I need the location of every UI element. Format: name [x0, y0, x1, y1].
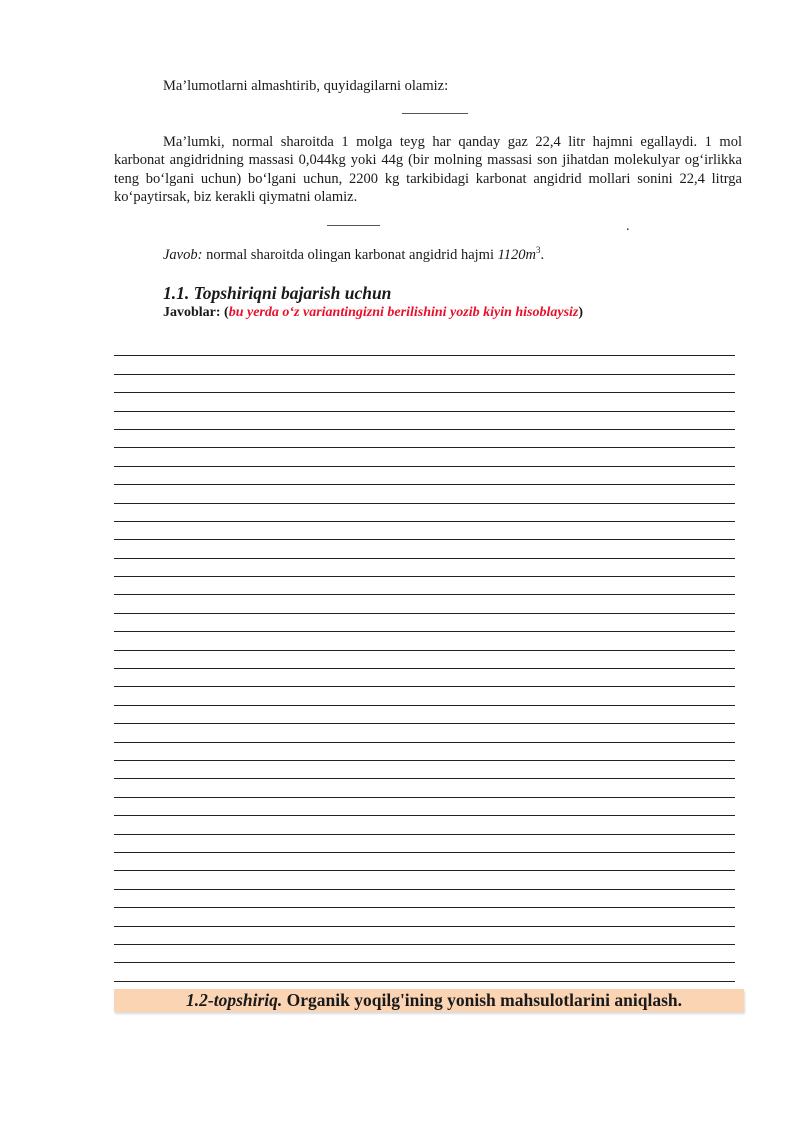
answer-line[interactable] — [114, 540, 735, 558]
answers-close: ) — [578, 305, 584, 320]
answer-line[interactable] — [114, 467, 735, 485]
next-task-label: 1.2-topshiriq. — [186, 990, 283, 1010]
answer-line[interactable] — [114, 412, 735, 430]
answer-line[interactable] — [114, 835, 735, 853]
answer-line[interactable] — [114, 779, 735, 797]
answer-line[interactable] — [114, 651, 735, 669]
answer-lines-area — [114, 338, 735, 982]
formula-end-dot: . — [626, 219, 630, 234]
answer-line[interactable] — [114, 871, 735, 889]
answer-line[interactable] — [114, 559, 735, 577]
section-title: 1.1. Topshiriqni bajarish uchun — [163, 283, 392, 303]
answer-line[interactable] — [114, 614, 735, 632]
formula-placeholder-1 — [402, 113, 468, 114]
next-task-banner — [114, 989, 744, 1012]
answer-line[interactable] — [114, 890, 735, 908]
answer-line[interactable] — [114, 908, 735, 926]
answer-line — [163, 246, 544, 264]
answer-line[interactable] — [114, 798, 735, 816]
formula-placeholder-2 — [327, 225, 380, 226]
answer-exponent: 3 — [536, 245, 541, 256]
answer-line[interactable] — [114, 356, 735, 374]
next-task-text: Organik yoqilg'ining yonish mahsulotlarini aniqlash. — [282, 990, 682, 1010]
answer-line[interactable] — [114, 430, 735, 448]
answer-line[interactable] — [114, 338, 735, 356]
answer-line[interactable] — [114, 485, 735, 503]
answer-line[interactable] — [114, 522, 735, 540]
answer-line[interactable] — [114, 504, 735, 522]
answers-instruction — [163, 305, 583, 321]
answer-line[interactable] — [114, 816, 735, 834]
answers-label: Javoblar: ( — [163, 305, 229, 320]
intro-line: Ma’lumotlarni almashtirib, quyidagilarni olamiz: — [163, 78, 449, 94]
answer-line[interactable] — [114, 687, 735, 705]
answer-line[interactable] — [114, 945, 735, 963]
answer-line[interactable] — [114, 375, 735, 393]
answer-label: Javob: — [163, 247, 203, 263]
answer-line[interactable] — [114, 761, 735, 779]
answer-line[interactable] — [114, 927, 735, 945]
answer-end: . — [540, 247, 545, 263]
answer-line[interactable] — [114, 853, 735, 871]
answer-line[interactable] — [114, 963, 735, 981]
answer-line[interactable] — [114, 724, 735, 742]
answer-text: normal sharoitda olingan karbonat angidrid hajmi — [202, 247, 498, 263]
explanation-paragraph: Ma’lumki, normal sharoitda 1 molga teyg har qanday gaz 22,4 litr hajmni egallaydi. 1 mol karbonat angidridning massasi 0,044kg yoki 44g (bir molning massasi son jihatdan molekulyar og‘irlikka teng bo‘lgani uchun) bo‘lgani uchun, 2200 kg tarkibidagi karbonat angidrid mollari sonini 22,4 litrga ko‘paytirsak, biz kerakli qiymatni olamiz. — [114, 134, 742, 205]
answer-line[interactable] — [114, 743, 735, 761]
answer-line[interactable] — [114, 577, 735, 595]
answers-note: bu yerda o‘z variantingizni berilishini yozib kiyin hisoblaysiz — [228, 305, 579, 320]
answer-line[interactable] — [114, 706, 735, 724]
next-task-heading — [186, 990, 682, 1011]
answer-line[interactable] — [114, 632, 735, 650]
answer-value: 1120m — [497, 247, 537, 263]
answer-line[interactable] — [114, 669, 735, 687]
answer-line[interactable] — [114, 393, 735, 411]
answer-line[interactable] — [114, 595, 735, 613]
answer-line[interactable] — [114, 448, 735, 466]
